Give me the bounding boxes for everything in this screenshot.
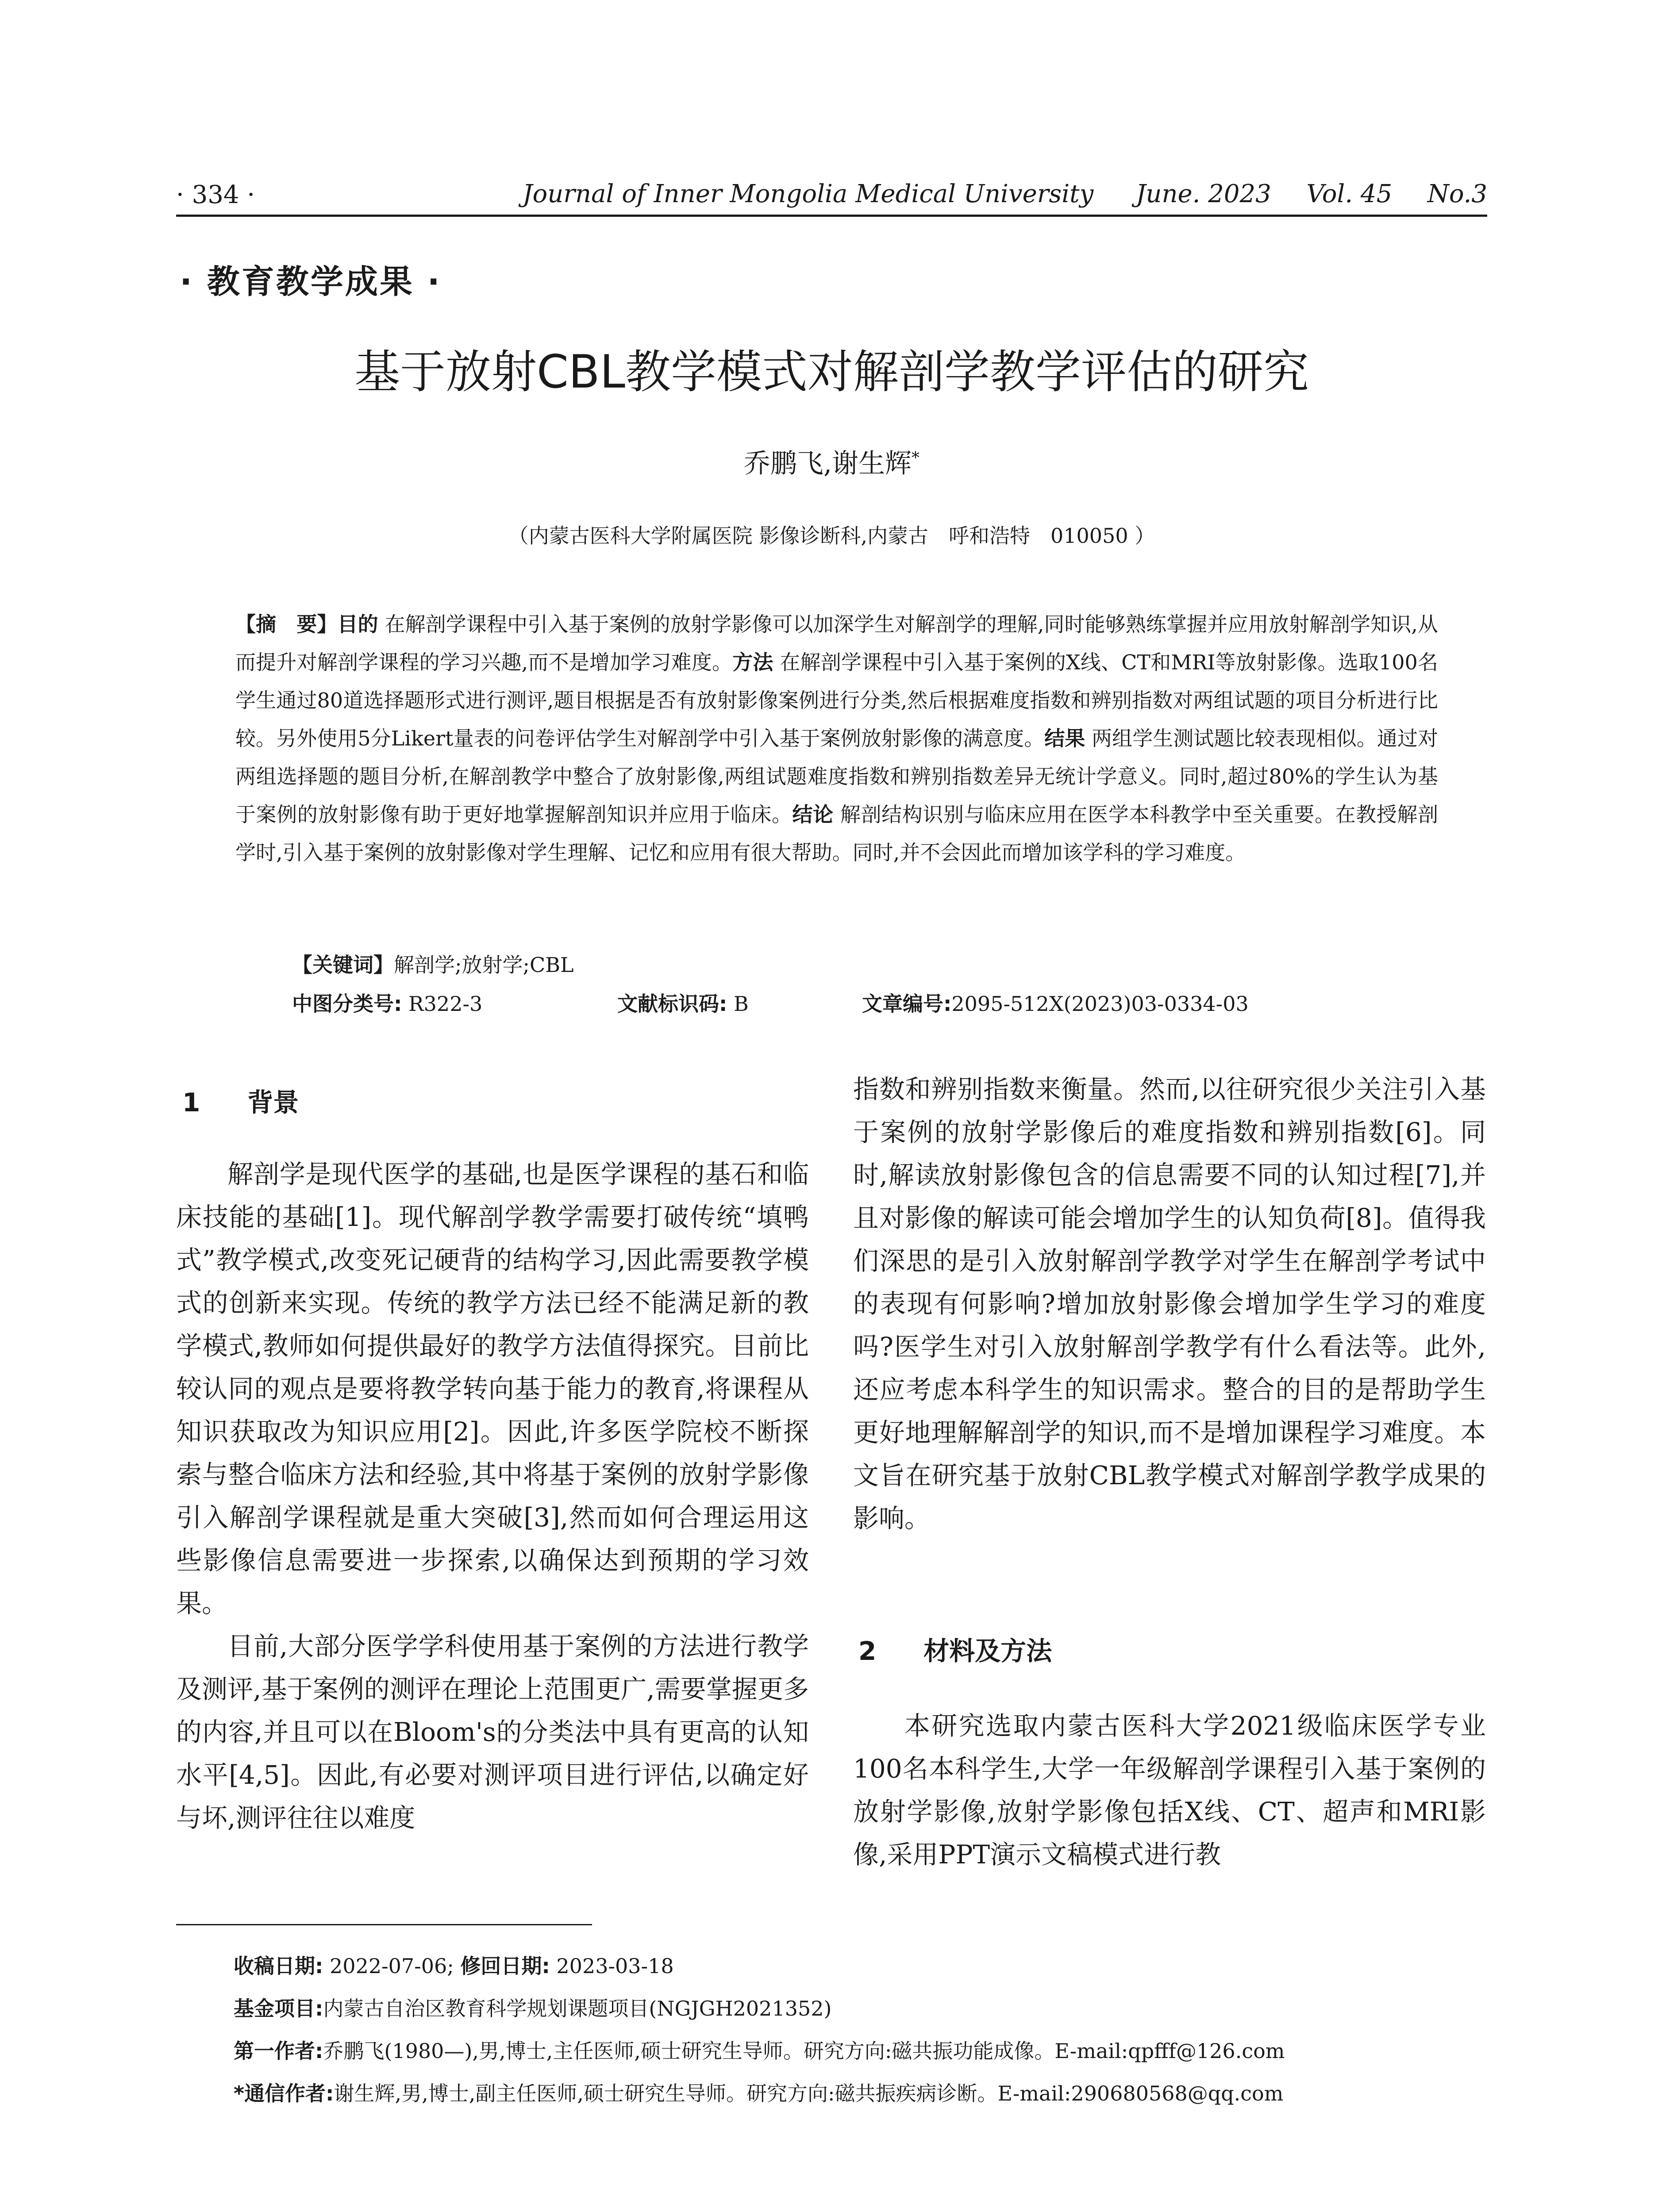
section-1-heading	[182, 1082, 299, 1119]
objective-text: 在解剖学课程中引入基于案例的放射学影像可以加深学生对解剖学的理解,同时能够熟练掌握并应用放射解剖学知识,从而提升对解剖学课程的学习兴趣,而不是增加学习难度。	[235, 612, 1439, 674]
paragraph-1: 解剖学是现代医学的基础,也是医学课程的基石和临床技能的基础[1]。现代解剖学教学需要打破传统“填鸭式”教学模式,改变死记硬背的结构学习,因此需要教学模式的创新来实现。传统的教学方法已经不能满足新的教学模式,教师如何提供最好的教学方法值得探究。目前比较认同的观点是要将教学转向基于能力的教育,将课程从知识获取改为知识应用[2]。因此,许多医学院校不断探索与整合临床方法和经验,其中将基于案例的放射学影像引入解剖学课程就是重大突破[3],然而如何合理运用这些影像信息需要进一步探索,以确保达到预期的学习效果。	[176, 1159, 809, 1618]
classification-line	[292, 988, 482, 1017]
fund-text: 内蒙古自治区教育科学规划课题项目(NGJGH2021352)	[323, 1997, 832, 2020]
section-2-number: 2	[858, 1636, 877, 1666]
first-author-text: 乔鹏飞(1980—),男,博士,主任医师,硕士研究生导师。研究方向:磁共振功能成像。E-mail:qpfff@126.com	[323, 2039, 1285, 2063]
objective-label: 目的	[337, 612, 378, 636]
paragraph-4: 本研究选取内蒙古医科大学2021级临床医学专业100名本科学生,大学一年级解剖学课程引入基于案例的放射学影像,放射学影像包括X线、CT、超声和MRI影像,采用PPT演示文稿模式进行教	[853, 1711, 1486, 1870]
clc-value: R322-3	[408, 992, 483, 1016]
header-rule	[176, 215, 1487, 217]
authors	[176, 442, 1487, 480]
doc-code	[617, 988, 749, 1017]
conclusion-label: 结论	[792, 803, 834, 826]
right-column-continued	[853, 1705, 1486, 1876]
author-names: 乔鹏飞,谢生辉	[743, 448, 912, 479]
volume: Vol. 45	[1306, 180, 1393, 208]
paragraph-2: 目前,大部分医学学科使用基于案例的方法进行教学及测评,基于案例的测评在理论上范围更广,需要掌握更多的内容,并且可以在Bloom's的分类法中具有更高的认知水平[4,5]。因此,有必要对测评项目进行评估,以确定好与坏,测评往往以难度	[176, 1631, 809, 1833]
section-1-title: 背景	[247, 1087, 299, 1118]
received-label: 收稿日期:	[234, 1954, 323, 1978]
right-column	[853, 1068, 1486, 1540]
fund-line	[234, 1987, 1486, 2030]
fund-label: 基金项目:	[234, 1997, 323, 2020]
method-label: 方法	[732, 650, 773, 674]
first-author-line	[234, 2030, 1486, 2072]
result-label: 结果	[1044, 726, 1085, 750]
first-author-label: 第一作者:	[234, 2039, 323, 2063]
section-2-title: 材料及方法	[923, 1636, 1052, 1666]
issue-number: No.3	[1427, 180, 1487, 208]
corresponding-author-text: 谢生辉,男,博士,副主任医师,硕士研究生导师。研究方向:磁共振疾病诊断。E-mail:290680568@qq.com	[334, 2081, 1284, 2105]
received-date: 2022-07-06;	[330, 1954, 454, 1978]
footnotes	[234, 1945, 1486, 2115]
abstract	[235, 605, 1438, 872]
revised-date: 2023-03-18	[556, 1954, 674, 1978]
result-text: 两组学生测试题比较表现相似。通过对两组选择题的题目分析,在解剖教学中整合了放射影像,两组试题难度指数和辨别指数差异无统计学意义。同时,超过80%的学生认为基于案例的放射影像有助于更好地掌握解剖知识并应用于临床。	[235, 726, 1439, 826]
article-number-value: 2095-512X(2023)03-0334-03	[951, 992, 1249, 1016]
section-label: · 教育教学成果 ·	[180, 263, 442, 301]
clc-label: 中图分类号:	[292, 992, 402, 1016]
doc-code-value: B	[734, 992, 749, 1016]
footnote-rule	[176, 1924, 592, 1925]
article-number-label: 文章编号:	[862, 992, 952, 1016]
running-header	[523, 180, 1487, 208]
article-title: 基于放射CBL教学模式对解剖学教学评估的研究	[354, 346, 1309, 399]
left-column	[176, 1153, 809, 1839]
page-number: · 334 ·	[176, 180, 255, 209]
issue-date: June. 2023	[1135, 180, 1271, 208]
doc-code-label: 文献标识码:	[617, 992, 727, 1016]
section-2-heading	[858, 1630, 1052, 1667]
keywords-label: 【关键词】	[292, 953, 394, 977]
abstract-label: 【摘 要】	[235, 612, 338, 636]
affiliation: （内蒙古医科大学附属医院 影像诊断科,内蒙古 呼和浩特 010050 ）	[508, 524, 1155, 548]
method-text: 在解剖学课程中引入基于案例的X线、CT和MRI等放射影像。选取100名学生通过80道选择题形式进行测评,题目根据是否有放射影像案例进行分类,然后根据难度指数和辨别指数对两组试题的项目分析进行比较。另外使用5分Likert量表的问卷评估学生对解剖学中引入基于案例放射影像的满意度。	[235, 650, 1439, 750]
article-number	[862, 988, 1249, 1017]
corresponding-author-label: *通信作者:	[234, 2081, 334, 2105]
revised-label: 修回日期:	[460, 1954, 550, 1978]
keywords-text: 解剖学;放射学;CBL	[394, 953, 574, 977]
conclusion-text: 解剖结构识别与临床应用在医学本科教学中至关重要。在教授解剖学时,引入基于案例的放射影像对学生理解、记忆和应用有很大帮助。同时,并不会因此而增加该学科的学习难度。	[235, 803, 1439, 864]
corresponding-author-line	[234, 2072, 1486, 2115]
section-1-number: 1	[182, 1087, 200, 1118]
paragraph-3: 指数和辨别指数来衡量。然而,以往研究很少关注引入基于案例的放射学影像后的难度指数和辨别指数[6]。同时,解读放射影像包含的信息需要不同的认知过程[7],并且对影像的解读可能会增加学生的认知负荷[8]。值得我们深思的是引入放射解剖学教学对学生在解剖学考试中的表现有何影响?增加放射影像会增加学生学习的难度吗?医学生对引入放射解剖学教学有什么看法等。此外,还应考虑本科学生的知识需求。整合的目的是帮助学生更好地理解解剖学的知识,而不是增加课程学习难度。本文旨在研究基于放射CBL教学模式对解剖学教学成果的影响。	[853, 1074, 1486, 1533]
received-line	[234, 1945, 1486, 1987]
keywords	[292, 949, 574, 978]
corresponding-mark: *	[912, 449, 920, 467]
journal-name: Journal of Inner Mongolia Medical University	[523, 180, 1094, 208]
